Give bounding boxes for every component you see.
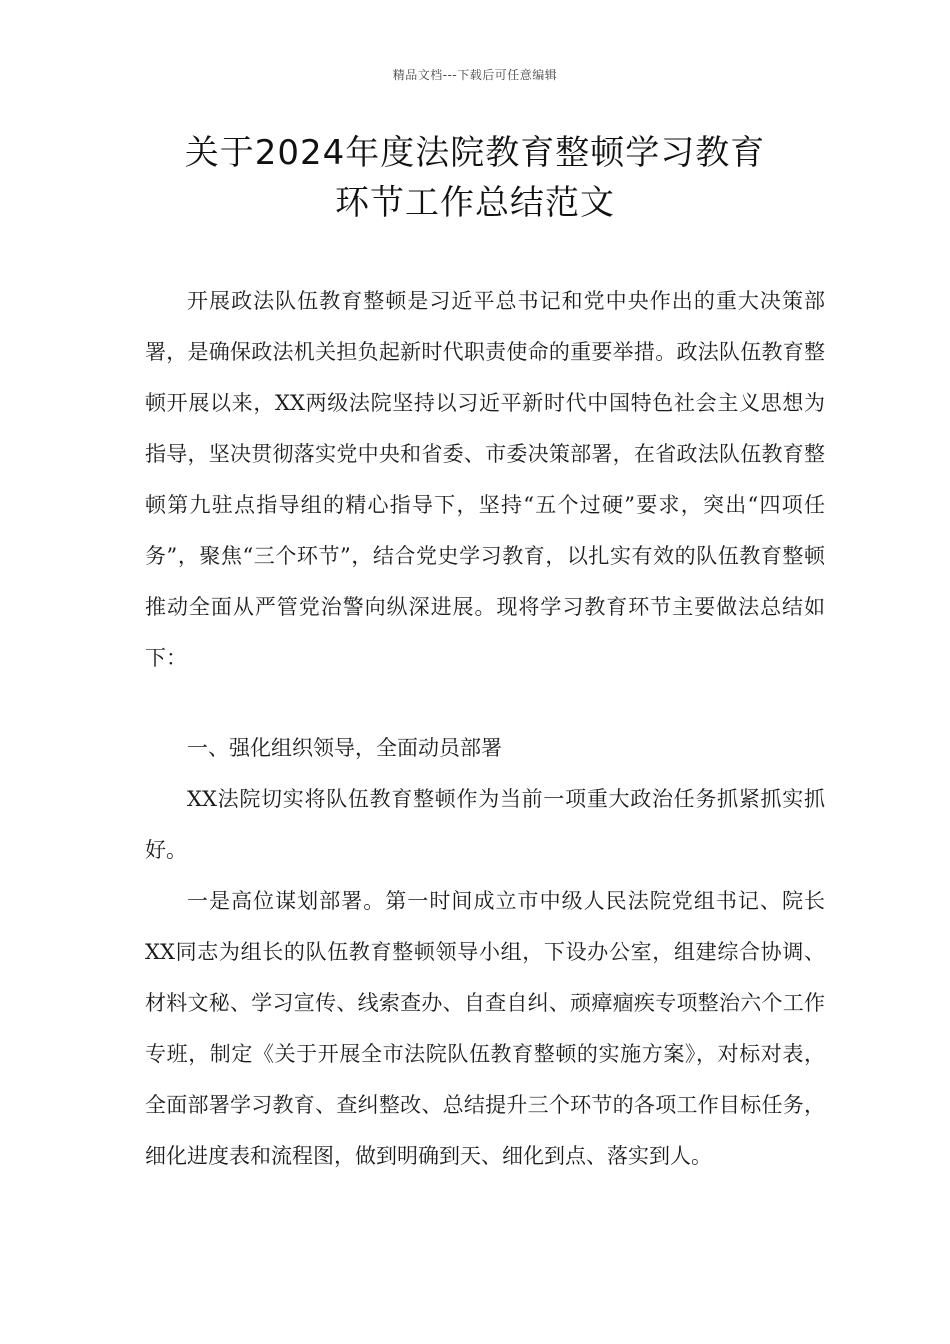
- intro-block: [145, 276, 825, 684]
- section-1-heading-block: [145, 723, 825, 774]
- document-title: [60, 128, 890, 228]
- title-line-1: 关于2024年度法院教育整顿学习教育: [184, 133, 766, 173]
- title-line-2: 环节工作总结范文: [335, 183, 615, 223]
- section-1-paragraph-1: XX法院切实将队伍教育整顿作为当前一项重大政治任务抓紧抓实抓好。: [145, 787, 825, 862]
- section-1-heading: 一、强化组织领导，全面动员部署: [187, 736, 502, 760]
- header-note: 精品文档---下载后可任意编辑: [392, 68, 558, 82]
- section-1-paragraph-2: 一是高位谋划部署。第一时间成立市中级人民法院党组书记、院长XX同志为组长的队伍教育整顿领导小组，下设办公室，组建综合协调、材料文秘、学习宣传、线索查办、自查自纠、顽瘴痼疾专项整治六个工作专班，制定《关于开展全市法院队伍教育整顿的实施方案》，对标对表，全面部署学习教育、查纠整改、总结提升三个环节的各项工作目标任务，细化进度表和流程图，做到明确到天、细化到点、落实到人。: [145, 889, 825, 1168]
- intro-paragraph: 开展政法队伍教育整顿是习近平总书记和党中央作出的重大决策部署，是确保政法机关担负起新时代职责使命的重要举措。政法队伍教育整顿开展以来，XX两级法院坚持以习近平新时代中国特色社会主义思想为指导，坚决贯彻落实党中央和省委、市委决策部署，在省政法队伍教育整顿第九驻点指导组的精心指导下，坚持“五个过硬”要求，突出“四项任务”，聚焦“三个环节”，结合党史学习教育，以扎实有效的队伍教育整顿推动全面从严管党治警向纵深进展。现将学习教育环节主要做法总结如下：: [145, 289, 825, 670]
- section-1-para-1-block: [145, 774, 825, 876]
- section-1-para-2-block: [145, 876, 825, 1182]
